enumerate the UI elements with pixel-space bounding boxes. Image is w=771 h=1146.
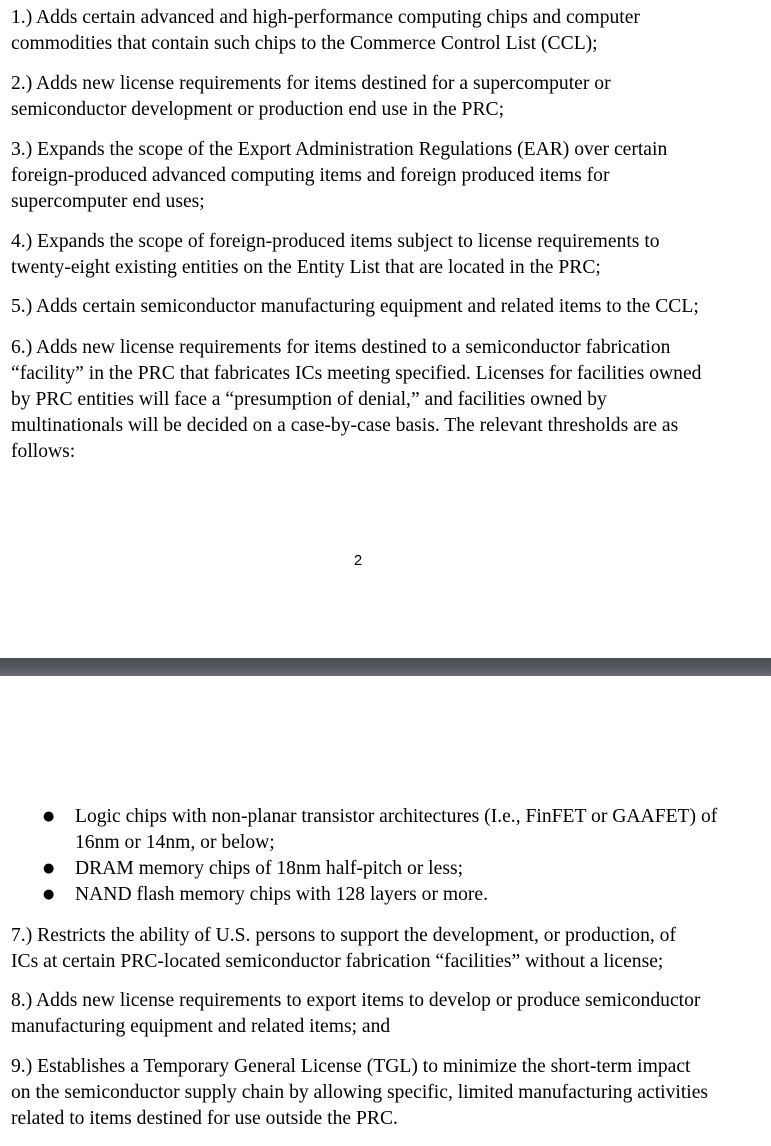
- bullet-icon: ●: [43, 809, 55, 824]
- page-separator: [0, 658, 771, 676]
- list-item-1: 1.) Adds certain advanced and high-performance computing chips and computer commodities that contain such chips to the Commerce Control List (CCL);: [11, 7, 640, 55]
- bullet-item-nand: ● NAND flash memory chips with 128 layers or more.: [0, 882, 717, 908]
- list-item-5: 5.) Adds certain semiconductor manufacturing equipment and related items to the CCL;: [11, 296, 699, 317]
- list-item-3: 3.) Expands the scope of the Export Administration Regulations (EAR) over certain foreign-produced advanced computing items and foreign produced items for supercomputer end uses;: [11, 139, 668, 213]
- bullet-item-logic-chips: ● Logic chips with non-planar transistor architectures (I.e., FinFET or GAAFET) of 16nm or 14nm, or below;: [43, 806, 718, 854]
- list-item-4: 4.) Expands the scope of foreign-produced items subject to license requirements to twenty-eight existing entities on the Entity List that are located in the PRC;: [11, 231, 660, 279]
- page-number: 2: [353, 552, 363, 569]
- bullet-icon: ●: [43, 861, 55, 877]
- bullet-icon: ●: [43, 887, 55, 903]
- list-item-8: 8.) Adds new license requirements to export items to develop or produce semiconductor manufacturing equipment and related items; and: [11, 990, 701, 1038]
- threshold-bullet-list: [0, 804, 717, 908]
- list-item-7: 7.) Restricts the ability of U.S. persons to support the development, or production, of ICs at certain PRC-located semiconductor fabrication “facilities” without a license;: [11, 925, 676, 973]
- list-item-9: 9.) Establishes a Temporary General License (TGL) to minimize the short-term impact on the semiconductor supply chain by allowing specific, limited manufacturing activities related to items destined for use outside the PRC.: [11, 1056, 709, 1130]
- list-item-2: 2.) Adds new license requirements for items destined for a supercomputer or semiconductor development or production end use in the PRC;: [11, 73, 611, 121]
- list-item-6: 6.) Adds new license requirements for items destined to a semiconductor fabrication “facility” in the PRC that fabricates ICs meeting specified. Licenses for facilities owned by PRC entities will face a “presumption of denial,” and facilities owned by multinationals will be decided on a case-by-case basis. The relevant thresholds are as follows:: [11, 337, 702, 463]
- bullet-item-dram: ● DRAM memory chips of 18nm half-pitch or less;: [0, 856, 717, 882]
